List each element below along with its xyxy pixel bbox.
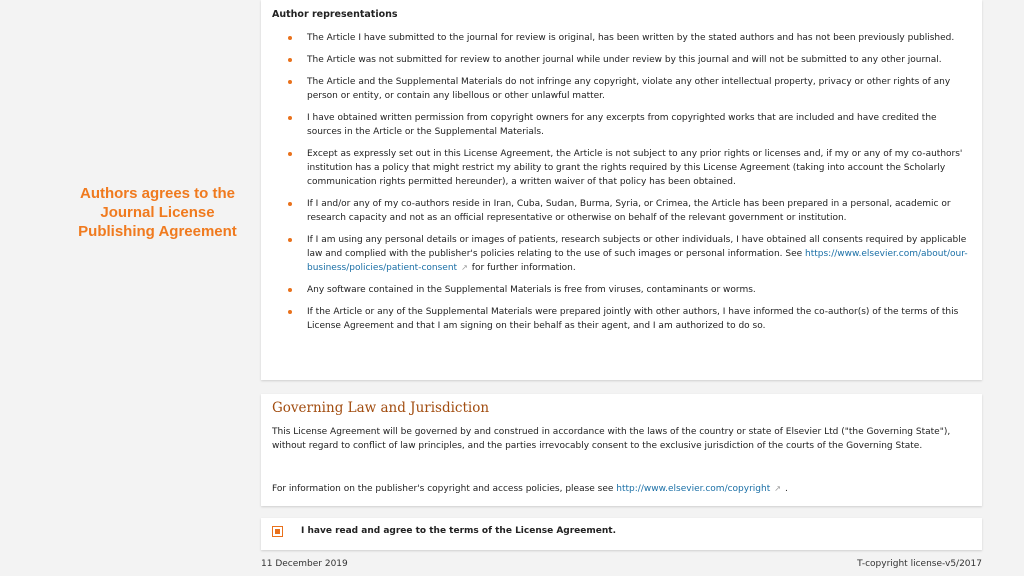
patient-consent-link[interactable]: https://www.elsevier.com/about/our-business/policies/patient-consent: [307, 249, 968, 273]
item-text-after: for further information.: [471, 263, 576, 273]
bullet-icon: [288, 310, 292, 314]
copyright-info-prefix: For information on the publisher's copyright and access policies, please see: [272, 484, 617, 494]
governing-law-text: This License Agreement will be governed by and construed in accordance with the laws of the country or state of Elsevier Ltd ("the Governing State"), without regard to conflict of law principles, and the parties irrevocably consent to the exclusive jurisdiction of the courts of the Governing State.: [272, 427, 951, 451]
copyright-info-suffix: .: [784, 484, 788, 494]
agree-label[interactable]: I have read and agree to the terms of the License Agreement.: [301, 526, 616, 536]
bullet-icon: [288, 116, 292, 120]
item-text: Except as expressly set out in this License Agreement, the Article is not subject to any prior rights or licenses and, if my or any of my co-authors' institution has a policy that might restrict my ability to grant the rights required by this License Agreement (taking into account the Scholarly communication rights permitted hereunder), a written waiver of that policy has been obtained.: [307, 149, 963, 187]
external-link-icon: ↗: [461, 263, 468, 272]
list-item: [261, 75, 982, 103]
item-text: The Article was not submitted for review to another journal while under review by this journal and will not be submitted to any other journal.: [307, 55, 942, 65]
author-representations-panel: [261, 0, 982, 380]
side-caption: Authors agrees to the Journal License Publishing Agreement: [78, 185, 237, 240]
list-item: [261, 53, 982, 67]
item-text: I have obtained written permission from copyright owners for any excerpts from copyrighted works that are included and have credited the sources in the Article or the Supplemental Materials.: [307, 113, 937, 137]
list-item: [261, 305, 982, 333]
bullet-icon: [288, 202, 292, 206]
list-item: [261, 233, 982, 275]
list-item: [261, 197, 982, 225]
representations-title: Author representations: [272, 9, 398, 20]
list-item: [261, 111, 982, 139]
agreement-panel: [261, 518, 982, 550]
item-text: If I and/or any of my co-authors reside in Iran, Cuba, Sudan, Burma, Syria, or Crimea, the Article has been prepared in a personal, academic or research capacity and not as an official representative or otherwise on behalf of the relevant government or institution.: [307, 199, 951, 223]
bullet-icon: [288, 238, 292, 242]
bullet-icon: [288, 80, 292, 84]
item-text: The Article I have submitted to the journal for review is original, has been written by the stated authors and has not been previously published.: [307, 33, 955, 43]
bullet-icon: [288, 288, 292, 292]
agree-checkbox[interactable]: [272, 526, 283, 537]
footer-version: T-copyright license-v5/2017: [857, 559, 982, 569]
bullet-icon: [288, 152, 292, 156]
footer-date: 11 December 2019: [261, 559, 348, 569]
item-text: Any software contained in the Supplemental Materials is free from viruses, contaminants or worms.: [307, 285, 756, 295]
governing-law-panel: [261, 394, 982, 506]
list-item: [261, 283, 982, 297]
governing-law-title: Governing Law and Jurisdiction: [272, 400, 490, 416]
list-item: [261, 31, 982, 45]
copyright-info: [272, 482, 972, 496]
item-text: If I am using any personal details or images of patients, research subjects or other individuals, I have obtained all consents required by applicable law and complied with the publisher's policies relating to the use of such images or personal information. See: [307, 235, 967, 259]
copyright-link[interactable]: http://www.elsevier.com/copyright: [616, 484, 771, 494]
item-text: If the Article or any of the Supplemental Materials were prepared jointly with other authors, I have informed the co-author(s) of the terms of this License Agreement and that I am signing on their behalf as their agent, and I am authorized to do so.: [307, 307, 959, 331]
representations-list: [261, 31, 982, 333]
checkbox-check-icon: [275, 529, 280, 534]
bullet-icon: [288, 58, 292, 62]
list-item: [261, 147, 982, 189]
bullet-icon: [288, 36, 292, 40]
item-text: The Article and the Supplemental Materials do not infringe any copyright, violate any other intellectual property, privacy or other rights of any person or entity, or contain any libellous or other unlawful matter.: [307, 77, 951, 101]
external-link-icon: ↗: [774, 484, 781, 493]
